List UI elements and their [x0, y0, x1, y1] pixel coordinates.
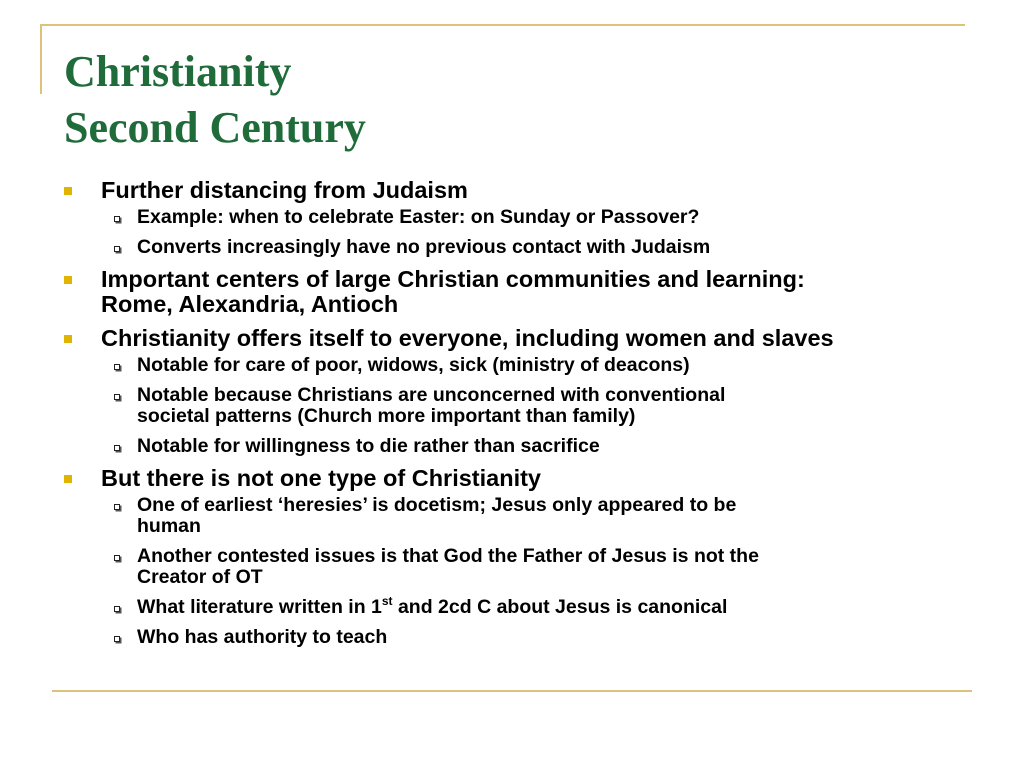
- slide-title-line1: Christianity: [64, 47, 292, 96]
- hollow-square-bullet-icon: [114, 394, 120, 400]
- bullet-list: [64, 178, 964, 648]
- bullet-item: [64, 267, 964, 317]
- sub-bullet-text-line2: Creator of OT: [137, 566, 263, 588]
- slide-title: [64, 44, 366, 156]
- sub-bullet-text: Example: when to celebrate Easter: on Sunday or Passover?: [137, 206, 700, 228]
- bullet-text-line2: Rome, Alexandria, Antioch: [101, 291, 399, 317]
- hollow-square-bullet-icon: [114, 636, 120, 642]
- square-bullet-icon: [64, 187, 72, 195]
- sub-bullet-item: [101, 207, 964, 228]
- sub-bullet-text: Notable for willingness to die rather than sacrifice: [137, 435, 600, 457]
- hollow-square-bullet-icon: [114, 504, 120, 510]
- sub-bullet-text-line2: societal patterns (Church more important than family): [137, 405, 636, 427]
- slide-title-line2: Second Century: [64, 103, 366, 152]
- sub-bullet-text-after: and 2cd C about Jesus is canonical: [392, 596, 728, 618]
- ordinal-superscript: st: [381, 593, 393, 608]
- square-bullet-icon: [64, 335, 72, 343]
- top-rule: [40, 24, 965, 26]
- hollow-square-bullet-icon: [114, 445, 120, 451]
- sub-bullet-text: Notable for care of poor, widows, sick (ministry of deacons): [137, 354, 690, 376]
- sub-bullet-text-line1: One of earliest ‘heresies’ is docetism; Jesus only appeared to be: [137, 494, 737, 516]
- bullet-text: Further distancing from Judaism: [101, 177, 468, 203]
- sub-bullet-text-line1: Another contested issues is that God the Father of Jesus is not the: [137, 545, 759, 567]
- sub-bullet-list: [101, 207, 964, 258]
- hollow-square-bullet-icon: [114, 555, 120, 561]
- square-bullet-icon: [64, 475, 72, 483]
- sub-bullet-item: [101, 546, 964, 588]
- sub-bullet-item: [101, 436, 964, 457]
- bullet-item: [64, 326, 964, 457]
- bullet-text: Christianity offers itself to everyone, including women and slaves: [101, 325, 834, 351]
- hollow-square-bullet-icon: [114, 246, 120, 252]
- hollow-square-bullet-icon: [114, 364, 120, 370]
- bullet-item: [64, 466, 964, 648]
- sub-bullet-text-line2: human: [137, 515, 201, 537]
- bullet-text: But there is not one type of Christianity: [101, 465, 542, 491]
- sub-bullet-item: [101, 495, 964, 537]
- square-bullet-icon: [64, 276, 72, 284]
- sub-bullet-item: [101, 237, 964, 258]
- sub-bullet-item: [101, 355, 964, 376]
- sub-bullet-text: Who has authority to teach: [137, 626, 388, 648]
- sub-bullet-text: Converts increasingly have no previous contact with Judaism: [137, 236, 711, 258]
- sub-bullet-item: [101, 385, 964, 427]
- sub-bullet-item: [101, 627, 964, 648]
- sub-bullet-text-before: What literature written in 1: [137, 596, 382, 618]
- hollow-square-bullet-icon: [114, 606, 120, 612]
- bullet-text-line1: Important centers of large Christian communities and learning:: [101, 266, 805, 292]
- bullet-item: [64, 178, 964, 258]
- bottom-rule: [52, 690, 972, 692]
- sub-bullet-list: [101, 495, 964, 648]
- sub-bullet-item: [101, 593, 964, 618]
- hollow-square-bullet-icon: [114, 216, 120, 222]
- left-rule: [40, 24, 42, 94]
- sub-bullet-list: [101, 355, 964, 457]
- sub-bullet-text-line1: Notable because Christians are unconcerned with conventional: [137, 384, 726, 406]
